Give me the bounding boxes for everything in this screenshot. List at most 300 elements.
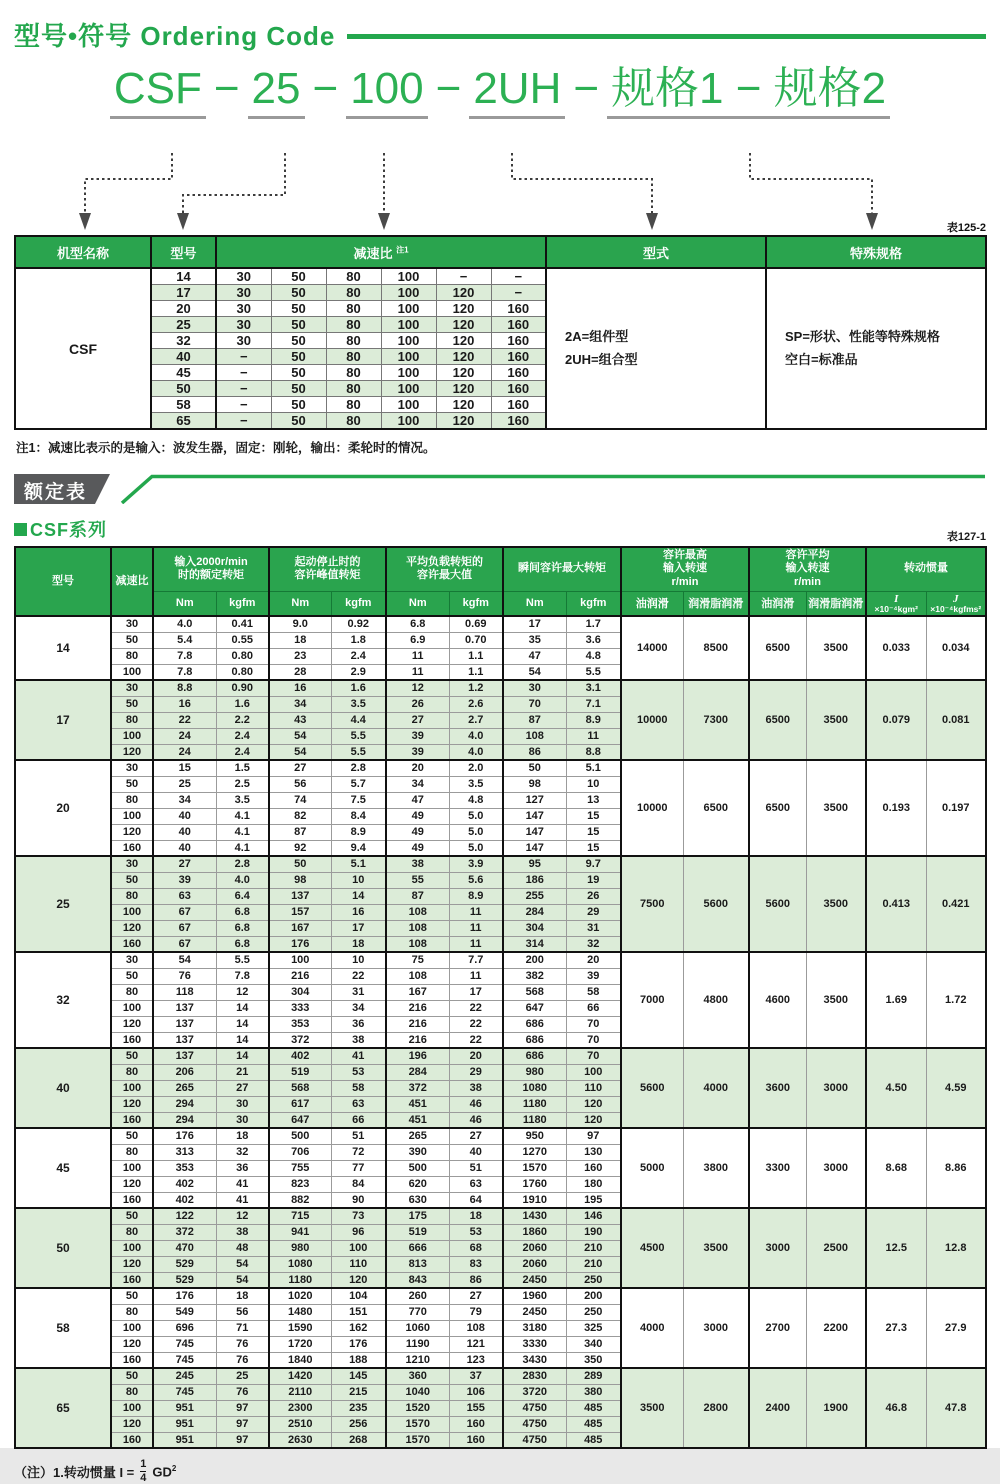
torque-value-cell: 13 xyxy=(566,792,621,808)
torque-value-cell: 63 xyxy=(153,888,216,904)
torque-value-cell: 7.1 xyxy=(566,696,621,712)
torque-value-cell: 1860 xyxy=(503,1224,566,1240)
inertia-cell: 4.59 xyxy=(926,1048,986,1128)
rating-table-row xyxy=(15,952,986,968)
torque-value-cell: 12 xyxy=(216,1208,269,1224)
table2-label: 表127-1 xyxy=(946,531,986,543)
torque-value-cell: 108 xyxy=(386,904,449,920)
ratio-cell: 160 xyxy=(111,1192,153,1208)
torque-value-cell: 568 xyxy=(503,984,566,1000)
torque-value-cell: 24 xyxy=(153,728,216,744)
torque-value-cell: 4.4 xyxy=(331,712,386,728)
code-part: 100 xyxy=(346,67,427,119)
torque-value-cell: 1.6 xyxy=(331,680,386,696)
torque-value-cell: 2.8 xyxy=(331,760,386,776)
torque-value-cell: 147 xyxy=(503,840,566,856)
inertia-cell: 0.197 xyxy=(926,760,986,856)
rating-table xyxy=(14,546,987,1449)
torque-value-cell: 470 xyxy=(153,1240,216,1256)
torque-value-cell: 70 xyxy=(503,696,566,712)
torque-value-cell: 1960 xyxy=(503,1288,566,1304)
torque-value-cell: 3.9 xyxy=(449,856,503,872)
ratio-cell: 30 xyxy=(111,760,153,776)
torque-value-cell: 500 xyxy=(269,1128,331,1144)
torque-value-cell: 215 xyxy=(331,1384,386,1400)
col-sub-header: 润滑脂润滑 xyxy=(683,591,749,616)
arrow-line-model xyxy=(183,153,285,215)
col-sub-header: Nm xyxy=(153,591,216,616)
torque-value-cell: 647 xyxy=(503,1000,566,1016)
speed-cell: 3000 xyxy=(806,1048,866,1128)
torque-value-cell: 1060 xyxy=(386,1320,449,1336)
torque-value-cell: 160 xyxy=(566,1160,621,1176)
torque-value-cell: 2060 xyxy=(503,1240,566,1256)
torque-value-cell: 72 xyxy=(331,1144,386,1160)
torque-value-cell: 64 xyxy=(449,1192,503,1208)
model-cell: 25 xyxy=(151,317,216,333)
torque-value-cell: 755 xyxy=(269,1160,331,1176)
ratio-cell: 50 xyxy=(111,776,153,792)
torque-value-cell: 951 xyxy=(153,1400,216,1416)
ratio-cell: 50 xyxy=(271,285,326,301)
ratio-cell: 120 xyxy=(111,824,153,840)
torque-value-cell: 122 xyxy=(153,1208,216,1224)
torque-value-cell: 250 xyxy=(566,1304,621,1320)
torque-value-cell: 97 xyxy=(566,1128,621,1144)
torque-value-cell: 2450 xyxy=(503,1304,566,1320)
torque-value-cell: 1190 xyxy=(386,1336,449,1352)
torque-value-cell: 5.6 xyxy=(449,872,503,888)
ratio-cell: 120 xyxy=(436,317,491,333)
ratio-cell: 30 xyxy=(111,680,153,696)
torque-value-cell: 121 xyxy=(449,1336,503,1352)
speed-cell: 6500 xyxy=(749,680,806,760)
torque-value-cell: 3.5 xyxy=(449,776,503,792)
torque-value-cell: 3180 xyxy=(503,1320,566,1336)
arrowhead xyxy=(646,213,658,230)
torque-value-cell: 4750 xyxy=(503,1416,566,1432)
torque-value-cell: 16 xyxy=(269,680,331,696)
torque-value-cell: 11 xyxy=(449,904,503,920)
torque-value-cell: 353 xyxy=(269,1016,331,1032)
torque-value-cell: 90 xyxy=(331,1192,386,1208)
torque-value-cell: 210 xyxy=(566,1240,621,1256)
banner-shape xyxy=(14,474,985,504)
torque-value-cell: 137 xyxy=(153,1048,216,1064)
ratio-cell: 160 xyxy=(111,1272,153,1288)
torque-value-cell: 2.8 xyxy=(216,856,269,872)
torque-value-cell: 630 xyxy=(386,1192,449,1208)
torque-value-cell: 100 xyxy=(566,1064,621,1080)
torque-value-cell: 104 xyxy=(331,1288,386,1304)
torque-value-cell: 27 xyxy=(216,1080,269,1096)
code-part: 25 xyxy=(248,67,305,119)
torque-value-cell: 29 xyxy=(449,1064,503,1080)
inertia-cell: 27.9 xyxy=(926,1288,986,1368)
ratio-cell: 80 xyxy=(326,381,381,397)
torque-value-cell: 3.5 xyxy=(331,696,386,712)
ordering-table xyxy=(14,235,987,430)
torque-value-cell: 0.90 xyxy=(216,680,269,696)
model-cell: 58 xyxy=(15,1288,111,1368)
torque-value-cell: 706 xyxy=(269,1144,331,1160)
torque-value-cell: 5.0 xyxy=(449,824,503,840)
torque-value-cell: 1480 xyxy=(269,1304,331,1320)
inertia-cell: 12.8 xyxy=(926,1208,986,1288)
torque-value-cell: 7.8 xyxy=(216,968,269,984)
torque-value-cell: 49 xyxy=(386,824,449,840)
torque-value-cell: 216 xyxy=(269,968,331,984)
model-cell: 17 xyxy=(15,680,111,760)
ratio-cell: − xyxy=(216,413,271,430)
torque-value-cell: 106 xyxy=(449,1384,503,1400)
torque-value-cell: 451 xyxy=(386,1096,449,1112)
rating-table-row xyxy=(15,616,986,632)
col-sub-header: 润滑脂润滑 xyxy=(806,591,866,616)
torque-value-cell: 3720 xyxy=(503,1384,566,1400)
inertia-cell: 1.69 xyxy=(866,952,926,1048)
ratio-cell: 50 xyxy=(271,365,326,381)
torque-value-cell: 15 xyxy=(566,808,621,824)
torque-value-cell: 519 xyxy=(269,1064,331,1080)
torque-value-cell: 7.8 xyxy=(153,648,216,664)
ratio-cell: 120 xyxy=(111,1096,153,1112)
col-header-model-name: 机型名称 xyxy=(15,236,151,268)
code-part: 规格1 − 规格2 xyxy=(607,67,890,119)
fraction-denominator: 4 xyxy=(140,1472,147,1484)
ratio-cell: 30 xyxy=(216,317,271,333)
torque-value-cell: 1180 xyxy=(269,1272,331,1288)
torque-value-cell: 823 xyxy=(269,1176,331,1192)
torque-value-cell: 18 xyxy=(331,936,386,952)
ratio-cell: 50 xyxy=(111,1048,153,1064)
col-header-special: 特殊规格 xyxy=(766,236,986,268)
type-cell: 2A=组件型 2UH=组合型 xyxy=(546,268,766,429)
torque-value-cell: 250 xyxy=(566,1272,621,1288)
torque-value-cell: 51 xyxy=(331,1128,386,1144)
torque-value-cell: 110 xyxy=(566,1080,621,1096)
torque-value-cell: 11 xyxy=(386,648,449,664)
ratio-cell: 160 xyxy=(491,333,546,349)
torque-value-cell: 1520 xyxy=(386,1400,449,1416)
torque-value-cell: 137 xyxy=(153,1032,216,1048)
torque-value-cell: 2.5 xyxy=(216,776,269,792)
torque-value-cell: 549 xyxy=(153,1304,216,1320)
torque-value-cell: 2.7 xyxy=(449,712,503,728)
torque-value-cell: 130 xyxy=(566,1144,621,1160)
torque-value-cell: 137 xyxy=(153,1016,216,1032)
ratio-cell: 50 xyxy=(271,349,326,365)
ratio-cell: 120 xyxy=(436,333,491,349)
code-arrows xyxy=(14,151,985,233)
torque-value-cell: 37 xyxy=(449,1368,503,1384)
model-cell: 65 xyxy=(151,413,216,430)
torque-value-cell: 289 xyxy=(566,1368,621,1384)
ratio-cell: 100 xyxy=(111,1160,153,1176)
torque-value-cell: 66 xyxy=(331,1112,386,1128)
speed-cell: 2700 xyxy=(749,1288,806,1368)
torque-value-cell: 97 xyxy=(216,1432,269,1448)
ratio-cell: 50 xyxy=(271,397,326,413)
model-cell: 58 xyxy=(151,397,216,413)
torque-value-cell: 941 xyxy=(269,1224,331,1240)
torque-value-cell: 167 xyxy=(386,984,449,1000)
inertia-cell: 47.8 xyxy=(926,1368,986,1448)
torque-value-cell: 16 xyxy=(331,904,386,920)
torque-value-cell: 22 xyxy=(449,1016,503,1032)
model-cell: 45 xyxy=(15,1128,111,1208)
torque-value-cell: 58 xyxy=(331,1080,386,1096)
torque-value-cell: 350 xyxy=(566,1352,621,1368)
speed-cell: 3500 xyxy=(806,760,866,856)
torque-value-cell: 108 xyxy=(386,968,449,984)
torque-value-cell: 34 xyxy=(386,776,449,792)
ratio-cell: 120 xyxy=(436,285,491,301)
torque-value-cell: 83 xyxy=(449,1256,503,1272)
torque-value-cell: 10 xyxy=(331,952,386,968)
torque-value-cell: 30 xyxy=(503,680,566,696)
ratio-cell: 100 xyxy=(111,1320,153,1336)
series-heading-row xyxy=(14,516,986,542)
torque-value-cell: 31 xyxy=(331,984,386,1000)
rating-table-row xyxy=(15,1288,986,1304)
torque-value-cell: 951 xyxy=(153,1416,216,1432)
torque-value-cell: 40 xyxy=(153,840,216,856)
torque-value-cell: 2110 xyxy=(269,1384,331,1400)
torque-value-cell: 180 xyxy=(566,1176,621,1192)
ratio-cell: 80 xyxy=(111,1384,153,1400)
torque-value-cell: 49 xyxy=(386,808,449,824)
ratio-cell: 50 xyxy=(111,1368,153,1384)
inertia-cell: 0.421 xyxy=(926,856,986,952)
torque-value-cell: 1180 xyxy=(503,1112,566,1128)
torque-value-cell: 63 xyxy=(331,1096,386,1112)
col-header-ratio: 减速比 xyxy=(111,547,153,616)
torque-value-cell: 2630 xyxy=(269,1432,331,1448)
torque-value-cell: 86 xyxy=(449,1272,503,1288)
torque-value-cell: 32 xyxy=(566,936,621,952)
model-cell: 40 xyxy=(15,1048,111,1128)
torque-value-cell: 9.4 xyxy=(331,840,386,856)
torque-value-cell: 1210 xyxy=(386,1352,449,1368)
ratio-cell: 160 xyxy=(111,1112,153,1128)
col-group-header: 平均负载转矩的 容许最大值 xyxy=(386,547,503,591)
inertia-cell: 0.193 xyxy=(866,760,926,856)
torque-value-cell: 5.7 xyxy=(331,776,386,792)
col-sub-header xyxy=(926,591,986,616)
ratio-cell: 50 xyxy=(271,381,326,397)
torque-value-cell: 2.2 xyxy=(216,712,269,728)
speed-cell: 2500 xyxy=(806,1208,866,1288)
torque-value-cell: 360 xyxy=(386,1368,449,1384)
torque-value-cell: 617 xyxy=(269,1096,331,1112)
torque-value-cell: 6.8 xyxy=(216,936,269,952)
torque-value-cell: 8.8 xyxy=(566,744,621,760)
torque-value-cell: 39 xyxy=(386,744,449,760)
ratio-cell: 120 xyxy=(436,365,491,381)
torque-value-cell: 2.0 xyxy=(449,760,503,776)
torque-value-cell: 256 xyxy=(331,1416,386,1432)
ratio-cell: 100 xyxy=(111,808,153,824)
ratio-cell: 100 xyxy=(381,285,436,301)
torque-value-cell: 54 xyxy=(216,1272,269,1288)
speed-cell: 5600 xyxy=(621,1048,683,1128)
torque-value-cell: 2830 xyxy=(503,1368,566,1384)
col-sub-header: 油润滑 xyxy=(621,591,683,616)
torque-value-cell: 1590 xyxy=(269,1320,331,1336)
torque-value-cell: 0.55 xyxy=(216,632,269,648)
torque-value-cell: 268 xyxy=(331,1432,386,1448)
torque-value-cell: 38 xyxy=(331,1032,386,1048)
ratio-cell: 80 xyxy=(326,268,381,285)
torque-value-cell: 951 xyxy=(153,1432,216,1448)
torque-value-cell: 67 xyxy=(153,936,216,952)
speed-cell: 6500 xyxy=(749,616,806,680)
torque-value-cell: 25 xyxy=(153,776,216,792)
banner-title: 额定表 xyxy=(24,482,88,503)
torque-value-cell: 314 xyxy=(503,936,566,952)
torque-value-cell: 147 xyxy=(503,808,566,824)
ratio-cell: − xyxy=(216,365,271,381)
torque-value-cell: 980 xyxy=(503,1064,566,1080)
torque-value-cell: 87 xyxy=(503,712,566,728)
col-header-ratio: 减速比 $^{注1}$ xyxy=(216,236,546,268)
torque-value-cell: 666 xyxy=(386,1240,449,1256)
torque-value-cell: 5.5 xyxy=(331,744,386,760)
code-part: 2UH xyxy=(469,67,565,119)
torque-value-cell: 18 xyxy=(269,632,331,648)
torque-value-cell: 500 xyxy=(386,1160,449,1176)
torque-value-cell: 6.9 xyxy=(386,632,449,648)
torque-value-cell: 18 xyxy=(216,1128,269,1144)
torque-value-cell: 620 xyxy=(386,1176,449,1192)
torque-value-cell: 1.1 xyxy=(449,664,503,680)
torque-value-cell: 313 xyxy=(153,1144,216,1160)
ratio-cell: 80 xyxy=(326,365,381,381)
torque-value-cell: 647 xyxy=(269,1112,331,1128)
torque-value-cell: 54 xyxy=(269,744,331,760)
ratio-cell: 80 xyxy=(326,413,381,430)
speed-cell: 3000 xyxy=(806,1128,866,1208)
speed-cell: 3000 xyxy=(749,1208,806,1288)
torque-value-cell: 14 xyxy=(216,1032,269,1048)
ratio-cell: 80 xyxy=(111,792,153,808)
torque-value-cell: 66 xyxy=(566,1000,621,1016)
torque-value-cell: 12 xyxy=(216,984,269,1000)
torque-value-cell: 16 xyxy=(153,696,216,712)
torque-value-cell: 745 xyxy=(153,1384,216,1400)
torque-value-cell: 451 xyxy=(386,1112,449,1128)
torque-value-cell: 686 xyxy=(503,1048,566,1064)
torque-value-cell: 38 xyxy=(449,1080,503,1096)
ratio-cell: 100 xyxy=(111,1080,153,1096)
speed-cell: 1900 xyxy=(806,1368,866,1448)
speed-cell: 4600 xyxy=(749,952,806,1048)
torque-value-cell: 41 xyxy=(216,1176,269,1192)
torque-value-cell: 98 xyxy=(503,776,566,792)
torque-value-cell: 108 xyxy=(449,1320,503,1336)
torque-value-cell: 40 xyxy=(153,824,216,840)
torque-value-cell: 4.8 xyxy=(566,648,621,664)
torque-value-cell: 10 xyxy=(331,872,386,888)
ratio-cell: 80 xyxy=(326,285,381,301)
ratio-cell: 120 xyxy=(111,1016,153,1032)
ratio-cell: 160 xyxy=(491,381,546,397)
ratio-cell: 160 xyxy=(111,936,153,952)
fraction-numerator: 1 xyxy=(140,1458,147,1470)
model-cell: 14 xyxy=(151,268,216,285)
ratio-cell: − xyxy=(216,381,271,397)
torque-value-cell: 4750 xyxy=(503,1400,566,1416)
torque-value-cell: 120 xyxy=(566,1112,621,1128)
torque-value-cell: 7.8 xyxy=(153,664,216,680)
torque-value-cell: 485 xyxy=(566,1400,621,1416)
speed-cell: 10000 xyxy=(621,760,683,856)
ratio-cell: 80 xyxy=(111,1304,153,1320)
torque-value-cell: 38 xyxy=(386,856,449,872)
torque-value-cell: 284 xyxy=(386,1064,449,1080)
col-sub-header: 油润滑 xyxy=(749,591,806,616)
torque-value-cell: 980 xyxy=(269,1240,331,1256)
torque-value-cell: 4.1 xyxy=(216,824,269,840)
torque-value-cell: 87 xyxy=(269,824,331,840)
ordering-table-header-row xyxy=(15,236,986,268)
speed-cell: 6500 xyxy=(683,760,749,856)
torque-value-cell: 17 xyxy=(449,984,503,1000)
torque-value-cell: 1720 xyxy=(269,1336,331,1352)
speed-cell: 4000 xyxy=(683,1048,749,1128)
ratio-cell: 160 xyxy=(111,1032,153,1048)
ratio-cell: 30 xyxy=(216,268,271,285)
ratio-cell: 50 xyxy=(271,333,326,349)
torque-value-cell: 294 xyxy=(153,1112,216,1128)
torque-value-cell: 32 xyxy=(216,1144,269,1160)
code-separator: − xyxy=(435,64,462,113)
torque-value-cell: 145 xyxy=(331,1368,386,1384)
footnote-fraction xyxy=(140,1459,146,1484)
ratio-cell: 30 xyxy=(216,285,271,301)
ordering-table-row xyxy=(15,268,986,285)
torque-value-cell: 14 xyxy=(216,1048,269,1064)
inertia-cell: 12.5 xyxy=(866,1208,926,1288)
torque-value-cell: 155 xyxy=(449,1400,503,1416)
torque-value-cell: 175 xyxy=(386,1208,449,1224)
torque-value-cell: 162 xyxy=(331,1320,386,1336)
torque-value-cell: 353 xyxy=(153,1160,216,1176)
ratio-cell: 30 xyxy=(111,856,153,872)
torque-value-cell: 176 xyxy=(153,1128,216,1144)
torque-value-cell: 76 xyxy=(216,1384,269,1400)
torque-value-cell: 686 xyxy=(503,1032,566,1048)
torque-value-cell: 3330 xyxy=(503,1336,566,1352)
torque-value-cell: 22 xyxy=(331,968,386,984)
torque-value-cell: 813 xyxy=(386,1256,449,1272)
torque-value-cell: 4.1 xyxy=(216,808,269,824)
torque-value-cell: 216 xyxy=(386,1032,449,1048)
ratio-cell: 100 xyxy=(381,365,436,381)
speed-cell: 10000 xyxy=(621,680,683,760)
ratio-cell: 30 xyxy=(111,616,153,632)
torque-value-cell: 76 xyxy=(216,1336,269,1352)
ratio-cell: 80 xyxy=(326,317,381,333)
torque-value-cell: 40 xyxy=(449,1144,503,1160)
torque-value-cell: 17 xyxy=(503,616,566,632)
torque-value-cell: 137 xyxy=(269,888,331,904)
speed-cell: 3800 xyxy=(683,1128,749,1208)
torque-value-cell: 108 xyxy=(503,728,566,744)
torque-value-cell: 216 xyxy=(386,1016,449,1032)
torque-value-cell: 1570 xyxy=(503,1160,566,1176)
